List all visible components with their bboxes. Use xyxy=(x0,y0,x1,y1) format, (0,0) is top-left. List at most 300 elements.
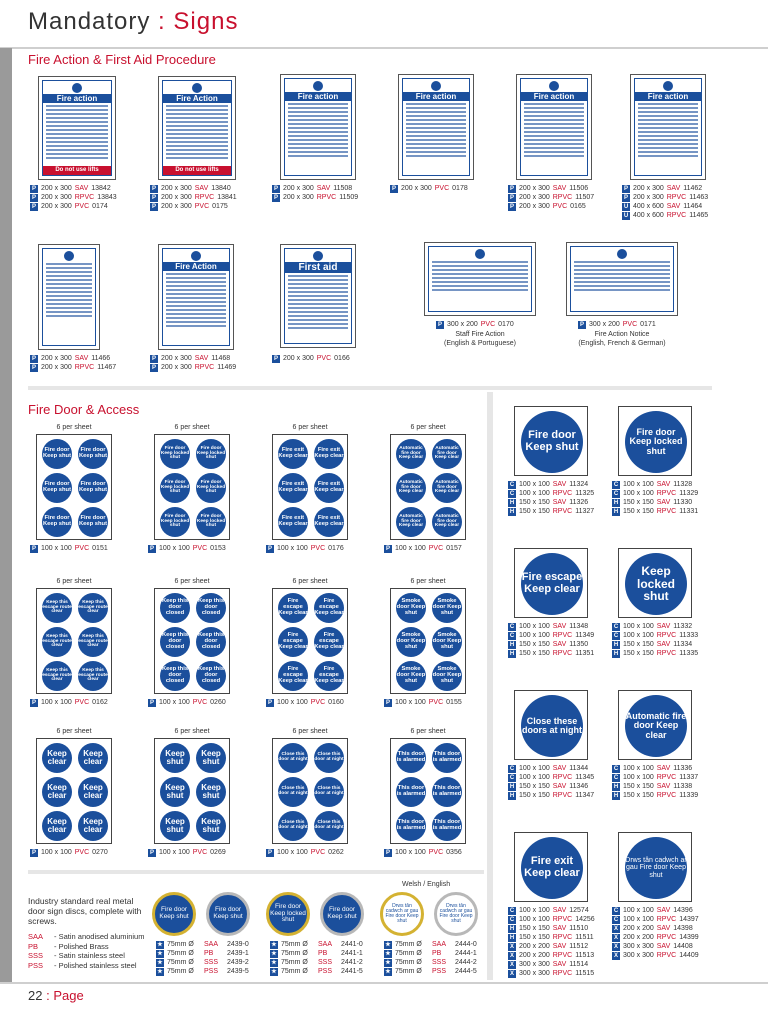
product-number: 0155 xyxy=(446,699,462,706)
product-number: 11338 xyxy=(673,783,693,790)
sign-text-line xyxy=(166,325,226,327)
sign-disc: Fire door Keep shut xyxy=(42,439,72,469)
sign-heading: Fire Action xyxy=(163,262,229,271)
product-code-row xyxy=(150,193,237,202)
sign-heading: First aid xyxy=(285,262,351,273)
product-number: 2439-1 xyxy=(227,950,249,957)
product-number: 11468 xyxy=(211,355,231,362)
product-material: SAV xyxy=(552,925,567,932)
sign-disc: Keep clear xyxy=(42,743,72,773)
sign-text-line xyxy=(46,105,108,107)
product-size: 100 x 100 xyxy=(519,916,550,923)
sign-body xyxy=(570,246,674,312)
product-code-row xyxy=(578,320,656,329)
product-code-row xyxy=(156,940,249,949)
product-code-row xyxy=(30,354,116,363)
sign-text-line xyxy=(638,127,698,129)
legend-row xyxy=(28,961,144,971)
size-code-badge: C xyxy=(509,765,515,772)
product-codes xyxy=(266,848,344,857)
sign-body xyxy=(42,80,112,176)
sign-disc: Smoke door Keep shut xyxy=(396,627,426,657)
sign-text-line xyxy=(524,115,584,117)
sign-disc: Fire door Keep locked shut xyxy=(196,473,226,503)
product-number: 11331 xyxy=(679,508,699,515)
product-number: 11515 xyxy=(575,970,595,977)
product-code-row xyxy=(508,773,594,782)
product-number: 14408 xyxy=(673,943,693,950)
product-material: RPVC xyxy=(656,952,677,959)
sign-text-line xyxy=(406,127,466,129)
sign-disc: Automatic fire door Keep clear xyxy=(432,439,462,469)
sheet-count-label: 6 per sheet xyxy=(410,728,446,735)
sign-heading: Fire action xyxy=(43,94,111,103)
product-size: 300 x 200 xyxy=(589,321,620,328)
size-code-badge: P xyxy=(31,203,36,210)
product-size: 100 x 100 xyxy=(623,907,654,914)
sign-text-line xyxy=(432,261,528,263)
product-number: 0174 xyxy=(92,203,108,210)
product-code-row xyxy=(156,949,249,958)
disc-diameter: 75mm Ø xyxy=(395,968,422,975)
size-code-badge: H xyxy=(509,641,515,648)
product-code-row xyxy=(508,924,595,933)
fire-action-sign xyxy=(280,244,356,348)
product-material: SAV xyxy=(552,641,567,648)
product-material: PVC xyxy=(74,699,90,706)
product-material: SAV xyxy=(74,355,89,362)
sign-disc: Automatic fire door Keep clear xyxy=(432,473,462,503)
product-code-row xyxy=(156,958,249,967)
size-code-badge: C xyxy=(613,490,619,497)
product-number: 11463 xyxy=(689,194,709,201)
product-size: 100 x 100 xyxy=(277,849,308,856)
product-material: SAV xyxy=(552,907,567,914)
product-code-row xyxy=(30,193,117,202)
product-material: SAV xyxy=(656,783,671,790)
fire-action-sign xyxy=(516,74,592,180)
product-code-row xyxy=(30,184,117,193)
product-code-row xyxy=(508,489,594,498)
product-codes xyxy=(150,354,236,372)
product-number: 11345 xyxy=(575,774,595,781)
product-number: 0153 xyxy=(210,545,226,552)
sign-disc: Smoke door Keep shut xyxy=(396,661,426,691)
product-size: 100 x 100 xyxy=(519,632,550,639)
sign-body xyxy=(428,246,532,312)
sign-text-line xyxy=(638,155,698,157)
product-code-row xyxy=(612,773,698,782)
sign-text-line xyxy=(432,285,528,287)
sign-disc: Keep shut xyxy=(196,743,226,773)
product-material: RPVC xyxy=(552,952,573,959)
product-code-row xyxy=(384,967,477,976)
sign-text-line xyxy=(288,139,348,141)
footer-divider xyxy=(0,982,768,984)
product-codes xyxy=(384,848,462,857)
sign-text-line xyxy=(638,123,698,125)
disc-material: SAA xyxy=(204,941,219,948)
product-number: 0176 xyxy=(328,545,344,552)
sign-sheet xyxy=(390,588,466,694)
product-size: 100 x 100 xyxy=(159,699,190,706)
sign-text-line xyxy=(406,139,466,141)
size-code-badge: H xyxy=(509,508,515,515)
section-divider xyxy=(28,386,712,390)
product-size: 300 x 300 xyxy=(623,952,654,959)
sheet-count-label: 6 per sheet xyxy=(292,424,328,431)
product-material: RPVC xyxy=(552,970,573,977)
product-size: 100 x 100 xyxy=(277,545,308,552)
disc-diameter: 75mm Ø xyxy=(395,950,422,957)
legend-separator: - xyxy=(54,941,59,951)
size-code-badge: U xyxy=(623,203,629,210)
sign-text-line xyxy=(406,135,466,137)
product-code-row xyxy=(508,764,594,773)
sign-text-line xyxy=(288,319,348,321)
product-size: 150 x 150 xyxy=(519,925,550,932)
sign-disc: Keep this door closed xyxy=(196,661,226,691)
product-size: 200 x 300 xyxy=(519,203,550,210)
sign-text-line xyxy=(406,115,466,117)
sign-text-line xyxy=(166,277,226,279)
sign-disc: Fire escape Keep clear xyxy=(278,593,308,623)
product-number: 14399 xyxy=(679,934,699,941)
product-material: PVC xyxy=(310,545,326,552)
single-sign xyxy=(618,690,692,760)
product-size: 100 x 100 xyxy=(519,765,550,772)
size-code-badge: H xyxy=(613,499,619,506)
product-code-row xyxy=(612,640,698,649)
size-code-badge: C xyxy=(509,774,515,781)
sign-disc: Fire exit Keep clear xyxy=(278,473,308,503)
sign-disc: Fire door Keep locked shut xyxy=(160,507,190,537)
sign-disc: Smoke door Keep shut xyxy=(432,661,462,691)
product-material: PVC xyxy=(622,321,638,328)
sign-text-line xyxy=(166,113,228,115)
product-code-row xyxy=(508,782,594,791)
product-size: 200 x 300 xyxy=(283,194,314,201)
product-material: RPVC xyxy=(552,774,573,781)
product-codes xyxy=(30,544,108,553)
size-code-badge: P xyxy=(31,849,36,856)
sign-text-line xyxy=(524,143,584,145)
product-number: 11462 xyxy=(683,185,703,192)
sign-text-line xyxy=(166,109,228,111)
mandatory-icon xyxy=(431,81,441,91)
product-number: 11327 xyxy=(575,508,595,515)
sign-text-line xyxy=(288,287,348,289)
product-size: 200 x 300 xyxy=(283,185,314,192)
sign-disc: Keep clear xyxy=(42,777,72,807)
product-material: RPVC xyxy=(194,364,215,371)
sign-sheet xyxy=(390,738,466,844)
product-number: 14398 xyxy=(673,925,693,932)
size-code-badge: C xyxy=(613,623,619,630)
product-size: 200 x 300 xyxy=(519,194,550,201)
sign-sheet xyxy=(390,434,466,540)
product-code-row xyxy=(612,489,698,498)
product-material: PVC xyxy=(194,203,210,210)
sign-disc: Automatic fire door Keep clear xyxy=(396,439,426,469)
product-number: 11333 xyxy=(679,632,699,639)
sign-disc: Close this door at night xyxy=(314,811,344,841)
size-code-badge: P xyxy=(151,364,156,371)
product-material: SAV xyxy=(666,203,681,210)
product-code-row xyxy=(508,915,595,924)
sign-body xyxy=(520,78,588,176)
product-material: SAV xyxy=(552,185,567,192)
sign-disc: Keep this door closed xyxy=(196,593,226,623)
product-size: 150 x 150 xyxy=(519,508,550,515)
sign-heading: Fire action xyxy=(285,92,351,101)
product-code-row xyxy=(270,940,363,949)
size-code-badge: X xyxy=(509,943,514,950)
sign-text-line xyxy=(638,143,698,145)
sign-text-line xyxy=(574,277,670,279)
sign-text-line xyxy=(288,327,348,329)
product-code-row xyxy=(150,184,237,193)
metal-disc: Fire door Keep locked shut xyxy=(266,892,310,936)
product-material: RPVC xyxy=(656,490,677,497)
product-code-row xyxy=(612,915,699,924)
product-number: 2441-0 xyxy=(341,941,363,948)
product-size: 100 x 100 xyxy=(519,623,550,630)
product-code-row xyxy=(508,906,595,915)
metal-divider xyxy=(28,870,484,874)
product-size: 300 x 300 xyxy=(623,943,654,950)
product-number: 11337 xyxy=(679,774,699,781)
size-code-badge: P xyxy=(385,849,390,856)
sheet-count-label: 6 per sheet xyxy=(174,424,210,431)
product-size: 100 x 100 xyxy=(41,699,72,706)
product-number: 11325 xyxy=(575,490,595,497)
fire-action-sign xyxy=(158,244,234,350)
disc-material: SSS xyxy=(432,959,447,966)
product-size: 150 x 150 xyxy=(623,508,654,515)
product-material: PVC xyxy=(428,699,444,706)
mandatory-icon xyxy=(313,251,323,261)
sign-sheet xyxy=(36,738,112,844)
sign-disc: Keep this escape route clear xyxy=(78,661,108,691)
sign-text-line xyxy=(166,145,228,147)
sign-disc: This door is alarmed xyxy=(396,777,426,807)
product-number: 11339 xyxy=(679,792,699,799)
size-code-badge: P xyxy=(623,185,628,192)
sign-body xyxy=(634,78,702,176)
sign-text-line xyxy=(46,133,108,135)
sign-text-line xyxy=(288,151,348,153)
product-number: 0356 xyxy=(446,849,462,856)
section-title-fire-action: Fire Action & First Aid Procedure xyxy=(28,52,216,67)
sign-text-line xyxy=(524,155,584,157)
product-size: 100 x 100 xyxy=(41,545,72,552)
product-size: 100 x 100 xyxy=(519,490,550,497)
product-size: 150 x 150 xyxy=(623,792,654,799)
sign-text-line xyxy=(166,157,228,159)
size-code-badge: P xyxy=(149,545,154,552)
product-material: RPVC xyxy=(316,194,337,201)
product-size: 100 x 100 xyxy=(277,699,308,706)
disc-diameter: 75mm Ø xyxy=(395,941,422,948)
product-number: 11348 xyxy=(569,623,589,630)
product-number: 11332 xyxy=(673,623,693,630)
sign-text-line xyxy=(46,307,92,309)
sign-text-line xyxy=(288,275,348,277)
sheet-count-label: 6 per sheet xyxy=(56,578,92,585)
mandatory-icon xyxy=(192,83,202,93)
sign-text-line xyxy=(166,297,226,299)
size-code-badge: P xyxy=(273,355,278,362)
column-divider xyxy=(487,392,493,980)
product-number: 11328 xyxy=(673,481,693,488)
disc-material: PSS xyxy=(204,968,219,975)
product-material: RPVC xyxy=(74,364,95,371)
product-material: RPVC xyxy=(552,934,573,941)
sign-disc: Fire door Keep locked shut xyxy=(625,411,687,473)
single-sign xyxy=(514,406,588,476)
product-material: PVC xyxy=(192,699,208,706)
product-number: 0262 xyxy=(328,849,344,856)
sign-text-line xyxy=(288,323,348,325)
product-number: 11346 xyxy=(569,783,589,790)
single-sign xyxy=(618,832,692,902)
mandatory-icon xyxy=(663,81,673,91)
sign-text-line xyxy=(288,283,348,285)
product-code-row xyxy=(272,193,358,202)
metal-disc: Fire door Keep shut xyxy=(152,892,196,936)
product-size: 100 x 100 xyxy=(623,632,654,639)
sign-body xyxy=(284,78,352,176)
star-badge: ★ xyxy=(271,959,277,966)
size-code-badge: X xyxy=(509,961,514,968)
sign-text-line xyxy=(46,141,108,143)
sign-text-line xyxy=(432,277,528,279)
disc-material: PSS xyxy=(318,968,333,975)
product-number: 0160 xyxy=(328,699,344,706)
product-material: PVC xyxy=(310,849,326,856)
size-code-badge: X xyxy=(613,943,618,950)
size-code-badge: X xyxy=(613,925,618,932)
product-material: SAV xyxy=(552,499,567,506)
sign-text-line xyxy=(46,113,108,115)
product-number: 11469 xyxy=(217,364,237,371)
product-codes xyxy=(508,480,594,516)
product-size: 200 x 200 xyxy=(519,952,550,959)
product-number: 13841 xyxy=(217,194,237,201)
sign-disc: Close this door at night xyxy=(278,743,308,773)
sign-disc: Drws tân cadwch ar gau Fire door Keep shut xyxy=(625,837,687,899)
product-material: SAV xyxy=(552,765,567,772)
sign-disc: This door is alarmed xyxy=(432,811,462,841)
product-size: 200 x 300 xyxy=(161,203,192,210)
sign-warning-strip: Do not use lifts xyxy=(43,166,111,175)
single-sign xyxy=(514,548,588,618)
product-code-row xyxy=(508,193,594,202)
product-codes xyxy=(150,184,237,211)
sign-text-line xyxy=(46,291,92,293)
product-material: RPVC xyxy=(552,490,573,497)
sign-text-line xyxy=(166,149,228,151)
sheet-count-label: 6 per sheet xyxy=(410,578,446,585)
product-code-row xyxy=(384,940,477,949)
product-size: 100 x 100 xyxy=(623,916,654,923)
sign-text-line xyxy=(166,317,226,319)
product-number: 11349 xyxy=(575,632,595,639)
product-material: PVC xyxy=(192,545,208,552)
size-code-badge: C xyxy=(613,765,619,772)
sign-disc: Fire exit Keep clear xyxy=(314,507,344,537)
product-codes xyxy=(612,480,698,516)
size-code-badge: P xyxy=(273,185,278,192)
sign-body xyxy=(402,78,470,176)
size-code-badge: C xyxy=(509,916,515,923)
product-code-row xyxy=(612,631,698,640)
product-number: 13840 xyxy=(211,185,231,192)
size-code-badge: P xyxy=(509,203,514,210)
sign-text-line xyxy=(46,145,108,147)
size-code-badge: P xyxy=(31,364,36,371)
product-material: SAV xyxy=(316,185,331,192)
sign-text-line xyxy=(406,131,466,133)
metal-product-codes xyxy=(270,940,363,976)
size-code-badge: P xyxy=(31,185,36,192)
disc-material: SAA xyxy=(432,941,447,948)
metal-disc: Fire door Keep shut xyxy=(206,892,250,936)
product-code-row xyxy=(150,363,236,372)
legend-separator: - xyxy=(54,932,59,941)
sign-text-line xyxy=(574,261,670,263)
product-number: 11510 xyxy=(569,925,589,932)
sign-disc: Keep this door closed xyxy=(196,627,226,657)
sign-text-line xyxy=(638,139,698,141)
product-code-row xyxy=(508,631,594,640)
product-size: 150 x 150 xyxy=(623,641,654,648)
product-code-row xyxy=(508,791,594,800)
sign-text-line xyxy=(46,129,108,131)
sign-disc: Keep shut xyxy=(196,811,226,841)
size-code-badge: P xyxy=(151,203,156,210)
size-code-badge: H xyxy=(613,641,619,648)
product-number: 11506 xyxy=(569,185,589,192)
product-size: 200 x 300 xyxy=(633,194,664,201)
product-size: 100 x 100 xyxy=(623,765,654,772)
size-code-badge: P xyxy=(151,185,156,192)
size-code-badge: P xyxy=(149,849,154,856)
sign-text-line xyxy=(288,279,348,281)
sign-text-line xyxy=(524,123,584,125)
product-code-row xyxy=(390,184,468,193)
product-code-row xyxy=(612,622,698,631)
product-size: 100 x 100 xyxy=(623,623,654,630)
product-codes xyxy=(612,622,698,658)
product-code-row xyxy=(508,969,595,978)
product-code-row xyxy=(150,202,237,211)
product-size: 200 x 300 xyxy=(401,185,432,192)
sign-text-line xyxy=(432,269,528,271)
caption-title: Staff Fire Action xyxy=(455,331,505,338)
sign-disc: Keep shut xyxy=(160,743,190,773)
product-material: RPVC xyxy=(656,632,677,639)
product-codes xyxy=(508,184,594,211)
size-code-badge: P xyxy=(151,355,156,362)
product-size: 200 x 300 xyxy=(41,355,72,362)
product-code-row xyxy=(508,649,594,658)
product-code-row xyxy=(30,202,117,211)
product-number: 0260 xyxy=(210,699,226,706)
sign-text-line xyxy=(574,281,670,283)
product-size: 100 x 100 xyxy=(623,481,654,488)
